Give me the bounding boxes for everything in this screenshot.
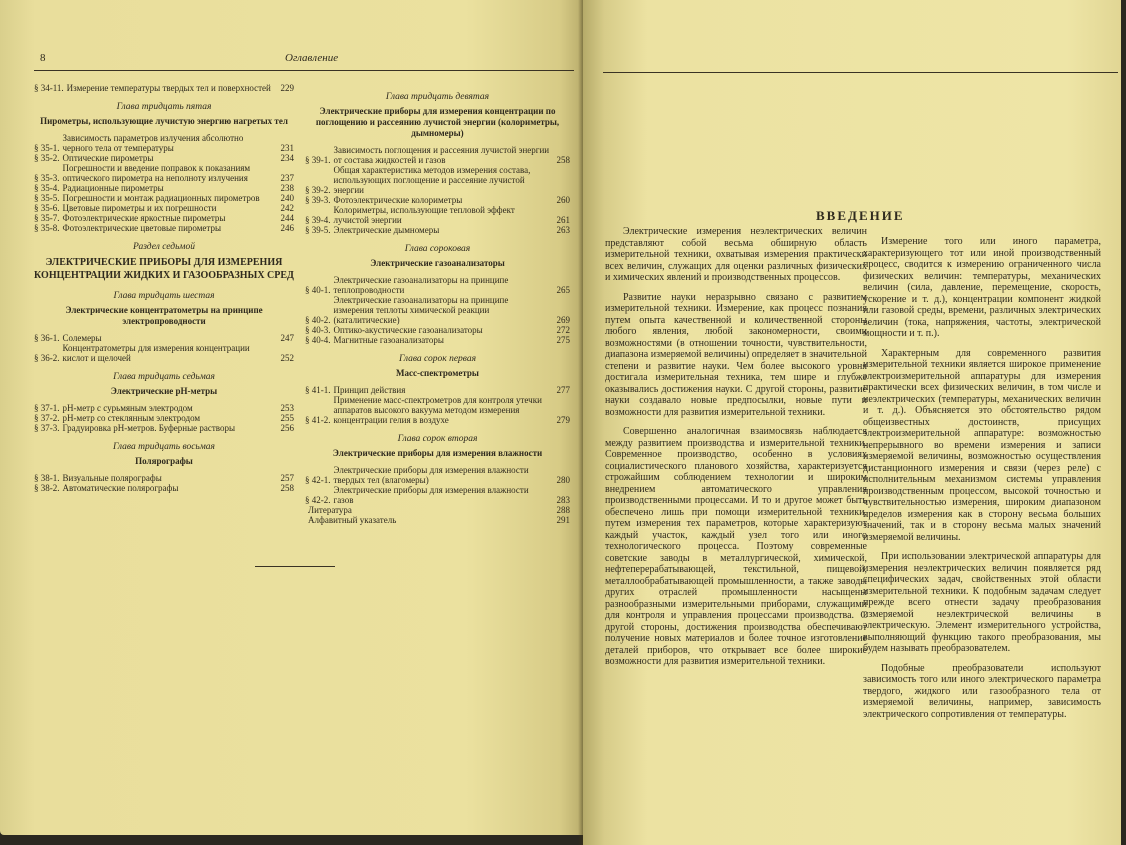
toc-entry <box>34 183 294 193</box>
toc-entry-text: Погрешности и введение поправок к показаниям оптического пирометра на неполноту излучения <box>62 163 251 183</box>
toc-entry-text: Фотоэлектрические яркостные пирометры <box>62 213 226 223</box>
toc-entry-number: § 37-3. <box>34 423 60 433</box>
toc-entry-page: 247 <box>280 333 294 343</box>
text-column-1 <box>605 226 867 676</box>
toc-entry-text: Солемеры <box>62 333 102 343</box>
toc-entry-number: § 35-6. <box>34 203 60 213</box>
text-column-2 <box>863 236 1101 728</box>
chapter-title: Электрические приборы для измерения влажности <box>332 448 543 458</box>
toc-entry-number: § 42-1. <box>305 475 331 485</box>
toc-entry-page: 280 <box>556 475 570 485</box>
toc-entry-number: § 39-3. <box>305 195 331 205</box>
chapter-heading: Глава тридцать пятая <box>116 102 212 112</box>
header-rule <box>603 72 1118 73</box>
chapter-heading: Раздел седьмой <box>133 242 195 252</box>
toc-entry-number: § 36-2. <box>34 353 60 363</box>
toc-entry-text: Фотоэлектрические колориметры <box>333 195 463 205</box>
toc-entry <box>34 83 294 93</box>
toc-entry-number: § 40-4. <box>305 335 331 345</box>
toc-entry-text: Автоматические полярографы <box>62 483 179 493</box>
paragraph: Совершенно аналогичная взаимосвязь наблюдается между развитием производства и измерительной техники. Современное производство, особенно в условиях социалистического планового хозяйства, характеризуется строжайшим соблюдением технологии и широким внедрением автоматического управления производственными процессами. И то и другое может быть обеспечено лишь при помощи измерительной техники, путем измерения тех параметров, которые характеризуют каждый участок, каждый узел того или иного технологического процесса. Поэтому современные советские заводы в металлургической, химической, нефтеперерабатывающей, текстильной, пищевой, металлообрабатывающей промышленности, а также заводы других отраслей промышленности насыщены разнообразными измерительными приборами, служащими для контроля и управления процессами производства. С другой стороны, достижения производства обеспечивают получение новых материалов и более точное изготовление деталей приборов, что открывает все более широкие возможности для развития измерительной техники. <box>605 426 867 667</box>
paragraph: Электрические измерения неэлектрических величин представляют собой весьма обширную область измерительной техники, охватывая измерения практически всех величин, служащих для оценки различных физических и химических явлений и производственных процессов. <box>605 226 867 283</box>
chapter-heading: Глава тридцать девятая <box>385 92 490 102</box>
toc-entry <box>34 153 294 163</box>
chapter-heading: Глава сорок вторая <box>397 434 478 444</box>
toc-entry-page: 261 <box>556 215 570 225</box>
toc-entry-text: Колориметры, использующие тепловой эффект лучистой энергии <box>333 205 515 225</box>
toc-entry-text: Зависимость параметров излучения абсолютно черного тела от температуры <box>62 133 244 153</box>
toc-entry <box>34 423 294 433</box>
toc-entry-number: § 34-11. <box>34 83 64 93</box>
toc-entry-number: § 40-1. <box>305 285 331 295</box>
toc-entry-text: pH-метр со стеклянным электродом <box>62 413 201 423</box>
toc-entry-page: 255 <box>280 413 294 423</box>
toc-entry <box>305 385 570 395</box>
toc-entry-page: 260 <box>556 195 570 205</box>
toc-entry-text: Измерение температуры твердых тел и поверхностей <box>66 83 271 93</box>
toc-entry-page: 252 <box>280 353 294 363</box>
toc-entry-text: Электрические газоанализаторы на принципе измерения теплоты химической реакции (каталитические) <box>333 295 509 325</box>
toc-entry-number: § 38-2. <box>34 483 60 493</box>
toc-entry-page: 237 <box>280 173 294 183</box>
toc-entry-text: Применение масс-спектрометров для контроля утечки аппаратов высокого вакуума методом измерения концентрации гелия в воздухе <box>333 395 542 425</box>
toc-entry-text: Общая характеристика методов измерения состава, использующих поглощение и рассеяние лучистой энергии <box>333 165 531 195</box>
paragraph: Характерным для современного развития измерительной техники является широкое применение электроизмерительной аппаратуры для измерения практически всех физических величин, в том числе и неэлектрических (температуры, механических величин и т. д.). Объясняется это обстоятельство рядом общеизвестных достоинств, присущих электроизмерительной аппаратуре: возможностью непрерывного во времени измерения и записи измеряемой величины, возможностью осуществления дистанционного измерения и связи (через реле) с исполнительным механизмом системы управления производственным процессом, высокой точностью и чувствительностью измерения, широким диапазоном пределов измерения как в сторону весьма больших значений, так и в сторону весьма малых значений измеряемой величины. <box>863 347 1101 543</box>
toc-entry-number: § 35-7. <box>34 213 60 223</box>
toc-entry <box>305 465 570 485</box>
toc-entry <box>305 195 570 205</box>
toc-entry-text: Концентратометры для измерения концентрации кислот и щелочей <box>62 343 250 363</box>
paragraph: При использовании электрической аппаратуры для измерения неэлектрических величин появляется ряд специфических задач, свойственных этой области измерительной техники. К подобным задачам следует прежде всего отнести задачу преобразования измеряемой неэлектрической величины в электрическую. Элемент измерительного устройства, выполняющий функцию такого преобразования, мы будем называть преобразователем. <box>863 551 1101 654</box>
toc-entry-text: Принцип действия <box>333 385 406 395</box>
chapter-heading: Глава тридцать шестая <box>113 291 215 301</box>
header-rule <box>34 70 574 71</box>
toc-entry <box>34 193 294 203</box>
toc-entry <box>305 225 570 235</box>
toc-entry-number: § 42-2. <box>305 495 331 505</box>
paragraph: Подобные преобразователи используют зависимость того или иного электрического параметра твердого, жидкого или газообразного тела от измеряемой величины, например, зависимость электрического сопротивления от температуры. <box>863 662 1101 720</box>
toc-entry-page: 238 <box>280 183 294 193</box>
toc-entry-number: § 41-1. <box>305 385 331 395</box>
toc-entry <box>34 203 294 213</box>
chapter-title: Электрические газоанализаторы <box>370 258 505 268</box>
toc-entry-page: 275 <box>556 335 570 345</box>
toc-entry-page: 256 <box>280 423 294 433</box>
chapter-title: Электрические концентратометры на принципе электропроводности <box>65 305 263 326</box>
chapter-heading: Глава сорок первая <box>398 354 477 364</box>
toc-entry-page: 288 <box>556 505 570 515</box>
toc-entry-page: 283 <box>556 495 570 505</box>
toc-entry <box>34 163 294 183</box>
toc-entry-number: § 35-2. <box>34 153 60 163</box>
toc-entry-text: Алфавитный указатель <box>308 515 397 525</box>
toc-entry-text: Оптические пирометры <box>62 153 154 163</box>
toc-entry-page: 240 <box>280 193 294 203</box>
toc-entry <box>305 275 570 295</box>
toc-entry-text: Электрические приборы для измерения влажности твердых тел (влагомеры) <box>333 465 529 485</box>
toc-entry-page: 242 <box>280 203 294 213</box>
toc-entry-page: 234 <box>280 153 294 163</box>
chapter-title: ВВЕДЕНИЕ <box>816 208 905 223</box>
toc-entry-text: Визуальные полярографы <box>62 473 162 483</box>
toc-entry-page: 231 <box>280 143 294 153</box>
chapter-heading: Глава сороковая <box>404 244 471 254</box>
toc-entry-text: Магнитные газоанализаторы <box>333 335 444 345</box>
section-end-rule <box>255 566 335 567</box>
chapter-title: Электрические приборы для измерения концентрации по поглощению и рассеянию лучистой энергии (колориметры, дымномеры) <box>315 106 560 138</box>
toc-entry <box>34 223 294 233</box>
toc-entry-number: § 35-3. <box>34 173 60 183</box>
toc-entry-number: § 39-5. <box>305 225 331 235</box>
toc-entry-text: Радиационные пирометры <box>62 183 164 193</box>
toc-entry-page: 244 <box>280 213 294 223</box>
page-number: 8 <box>40 52 46 64</box>
toc-entry-page: 291 <box>556 515 570 525</box>
toc-entry <box>305 295 570 325</box>
toc-entry-number: § 39-1. <box>305 155 331 165</box>
toc-entry-page: 229 <box>280 83 294 93</box>
paragraph: Развитие науки неразрывно связано с развитием измерительной техники. Измерение, как процесс познания путем опыта качественной и количественной стороны любого явления, любой закономерности, своими возможностями (в отношении точности, чувствительности, диапазона измеряемой величины) определяет в значительной степени и развитие науки. Чем более высокого уровня достигала измерительная техника, тем шире и глубже оказывались достижения науки. С другой стороны, развитие науки создавало новые предпосылки, новые пути и возможности для развития измерительной техники. <box>605 291 867 418</box>
chapter-heading: Глава тридцать седьмая <box>113 372 215 382</box>
toc-entry-page: 246 <box>280 223 294 233</box>
toc-entry <box>305 505 570 515</box>
toc-entry-number: § 39-4. <box>305 215 331 225</box>
toc-entry-text: Градуировка pH-метров. Буферные растворы <box>62 423 236 433</box>
toc-entry-text: Литература <box>308 505 352 515</box>
toc-entry-number: § 37-1. <box>34 403 60 413</box>
chapter-title: Электрические pH-метры <box>110 386 218 396</box>
toc-entry <box>305 325 570 335</box>
toc-entry <box>34 413 294 423</box>
toc-entry <box>305 485 570 505</box>
toc-entry-text: pH-метр с сурьмяным электродом <box>62 403 193 413</box>
toc-column-1 <box>34 83 294 493</box>
toc-entry-number: § 35-1. <box>34 143 60 153</box>
toc-entry-number: § 36-1. <box>34 333 60 343</box>
toc-entry <box>34 333 294 343</box>
toc-entry-page: 263 <box>556 225 570 235</box>
chapter-title: Полярографы <box>135 456 193 466</box>
toc-entry <box>34 343 294 363</box>
toc-entry <box>34 133 294 153</box>
toc-entry <box>34 213 294 223</box>
toc-entry-text: Оптико-акустические газоанализаторы <box>333 325 483 335</box>
toc-entry-page: 277 <box>556 385 570 395</box>
toc-entry-number: § 41-2. <box>305 415 331 425</box>
toc-entry-page: 272 <box>556 325 570 335</box>
toc-entry-text: Фотоэлектрические цветовые пирометры <box>62 223 221 233</box>
toc-entry-page: 258 <box>280 483 294 493</box>
toc-entry-number: § 39-2. <box>305 185 331 195</box>
toc-entry-text: Зависимость поглощения и рассеяния лучистой энергии от состава жидкостей и газов <box>333 145 550 165</box>
toc-entry <box>305 205 570 225</box>
toc-entry <box>34 473 294 483</box>
toc-entry <box>305 515 570 525</box>
running-header <box>40 52 560 68</box>
toc-entry-text: Электрические приборы для измерения влажности газов <box>333 485 529 505</box>
header-title: Оглавление <box>285 52 339 64</box>
toc-entry-number: § 38-1. <box>34 473 60 483</box>
toc-entry <box>305 335 570 345</box>
toc-entry-page: 253 <box>280 403 294 413</box>
toc-entry-text: Погрешности и монтаж радиационных пирометров <box>62 193 260 203</box>
toc-entry-number: § 37-2. <box>34 413 60 423</box>
paragraph: Измерение того или иного параметра, характеризующего тот или иной производственный процесс, сводится к измерению ограниченного числа физических величин: температуры, механических величин (сила, давление, перемещение, скорость, ускорение и т. д.), концентрации компонент жидкой или газовой среды, времени, различных электрических величин (тока, напряжения, частоты, электрической мощности и т. п.). <box>863 236 1101 339</box>
toc-entry <box>34 403 294 413</box>
toc-entry-page: 279 <box>556 415 570 425</box>
toc-entry-number: § 35-5. <box>34 193 60 203</box>
toc-entry <box>34 483 294 493</box>
toc-entry-text: Цветовые пирометры и их погрешности <box>62 203 217 213</box>
toc-entry-page: 257 <box>280 473 294 483</box>
chapter-title: Пирометры, использующие лучистую энергию нагретых тел <box>40 116 288 126</box>
toc-entry-number: § 40-2. <box>305 315 331 325</box>
toc-column-2 <box>305 83 570 525</box>
toc-entry-number: § 40-3. <box>305 325 331 335</box>
chapter-heading: Глава тридцать восьмая <box>113 442 215 452</box>
toc-entry-number: § 35-4. <box>34 183 60 193</box>
toc-entry <box>305 145 570 165</box>
toc-entry <box>305 395 570 425</box>
toc-entry-page: 265 <box>556 285 570 295</box>
toc-entry-text: Электрические газоанализаторы на принципе теплопроводности <box>333 275 509 295</box>
toc-entry-text: Электрические дымномеры <box>333 225 440 235</box>
toc-entry-page: 269 <box>556 315 570 325</box>
toc-entry-number: § 35-8. <box>34 223 60 233</box>
toc-entry-page: 258 <box>556 155 570 165</box>
section-title: ЭЛЕКТРИЧЕСКИЕ ПРИБОРЫ ДЛЯ ИЗМЕРЕНИЯ КОНЦЕНТРАЦИИ ЖИДКИХ И ГАЗООБРАЗНЫХ СРЕД <box>34 257 294 281</box>
toc-entry <box>305 165 570 195</box>
right-page <box>583 0 1121 845</box>
chapter-title: Масс-спектрометры <box>396 368 479 378</box>
